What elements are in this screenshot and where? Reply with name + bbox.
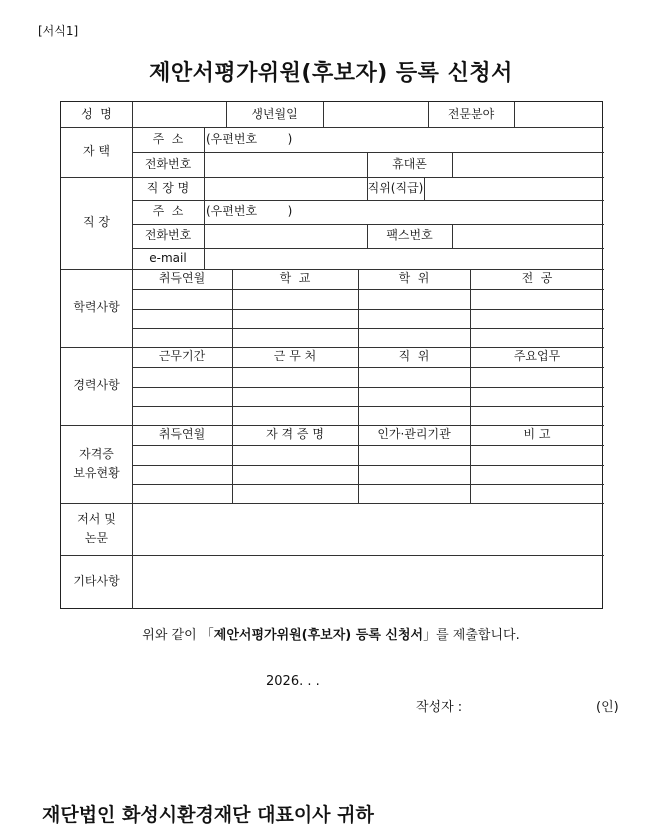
statement-prefix: 위와 같이 「 bbox=[142, 628, 214, 643]
education-header-date: 취득연월 bbox=[158, 271, 206, 286]
home-postal[interactable]: (우편번호 ) bbox=[206, 131, 293, 146]
career-header-workplace: 근 무 처 bbox=[273, 349, 317, 364]
birth-label: 생년월일 bbox=[251, 106, 298, 121]
work-position-label: 직위(직급) bbox=[367, 180, 424, 195]
recipient: 재단법인 화성시환경재단 대표이사 귀하 bbox=[42, 804, 374, 826]
statement-suffix: 」를 제출합니다. bbox=[423, 628, 520, 643]
work-email-field[interactable] bbox=[204, 248, 604, 269]
name-label: 성 명 bbox=[81, 106, 112, 121]
etc-field[interactable] bbox=[132, 555, 604, 609]
submission-date: 2026. . . bbox=[266, 674, 320, 689]
home-phone-field[interactable] bbox=[204, 152, 367, 177]
application-table bbox=[60, 101, 603, 609]
license-header-date: 취득연월 bbox=[158, 427, 206, 442]
name-field[interactable] bbox=[132, 102, 226, 127]
work-label: 직 장 bbox=[83, 215, 110, 230]
etc-label: 기타사항 bbox=[73, 574, 120, 589]
work-company-label: 직 장 명 bbox=[146, 180, 190, 195]
papers-field[interactable] bbox=[132, 503, 604, 555]
career-header-position: 직 위 bbox=[398, 349, 430, 364]
license-header-name: 자 격 증 명 bbox=[266, 427, 324, 442]
work-fax-field[interactable] bbox=[452, 224, 604, 248]
license-header-authority: 인가·관리기관 bbox=[377, 427, 451, 442]
birth-field[interactable] bbox=[323, 102, 428, 127]
education-label: 학력사항 bbox=[73, 300, 120, 315]
career-header-period: 근무기간 bbox=[158, 349, 206, 364]
education-header-school: 학 교 bbox=[279, 271, 311, 286]
field-label: 전문분야 bbox=[447, 106, 495, 121]
document-title: 제안서평가위원(후보자) 등록 신청서 bbox=[149, 61, 513, 86]
license-label: 자격증 보유현황 bbox=[73, 446, 120, 480]
work-postal[interactable]: (우편번호 ) bbox=[206, 204, 293, 219]
work-fax-label: 팩스번호 bbox=[386, 228, 433, 243]
education-header-degree: 학 위 bbox=[398, 271, 430, 286]
home-address-label: 주 소 bbox=[152, 131, 184, 146]
work-phone-label: 전화번호 bbox=[144, 228, 192, 243]
career-label: 경력사항 bbox=[73, 378, 120, 393]
papers-label: 저서 및 논문 bbox=[77, 511, 116, 545]
submission-statement bbox=[0, 624, 662, 643]
author-label: 작성자 : bbox=[416, 700, 463, 715]
work-address-label: 주 소 bbox=[152, 204, 184, 219]
seal-label: (인) bbox=[596, 700, 619, 715]
form-tag: [서식1] bbox=[38, 24, 79, 38]
work-position-field[interactable] bbox=[424, 177, 604, 200]
field-field[interactable] bbox=[514, 102, 604, 127]
work-email-label: e-mail bbox=[149, 250, 187, 265]
work-phone-field[interactable] bbox=[204, 224, 367, 248]
career-header-duties: 주요업무 bbox=[513, 349, 561, 364]
education-header-major: 전 공 bbox=[521, 271, 553, 286]
home-phone-label: 전화번호 bbox=[144, 156, 192, 171]
work-company-field[interactable] bbox=[204, 177, 367, 200]
license-header-note: 비 고 bbox=[523, 427, 551, 442]
statement-document: 제안서평가위원(후보자) 등록 신청서 bbox=[213, 628, 424, 643]
home-mobile-label: 휴대폰 bbox=[392, 156, 427, 171]
home-mobile-field[interactable] bbox=[452, 152, 604, 177]
home-label: 자 택 bbox=[83, 144, 110, 159]
